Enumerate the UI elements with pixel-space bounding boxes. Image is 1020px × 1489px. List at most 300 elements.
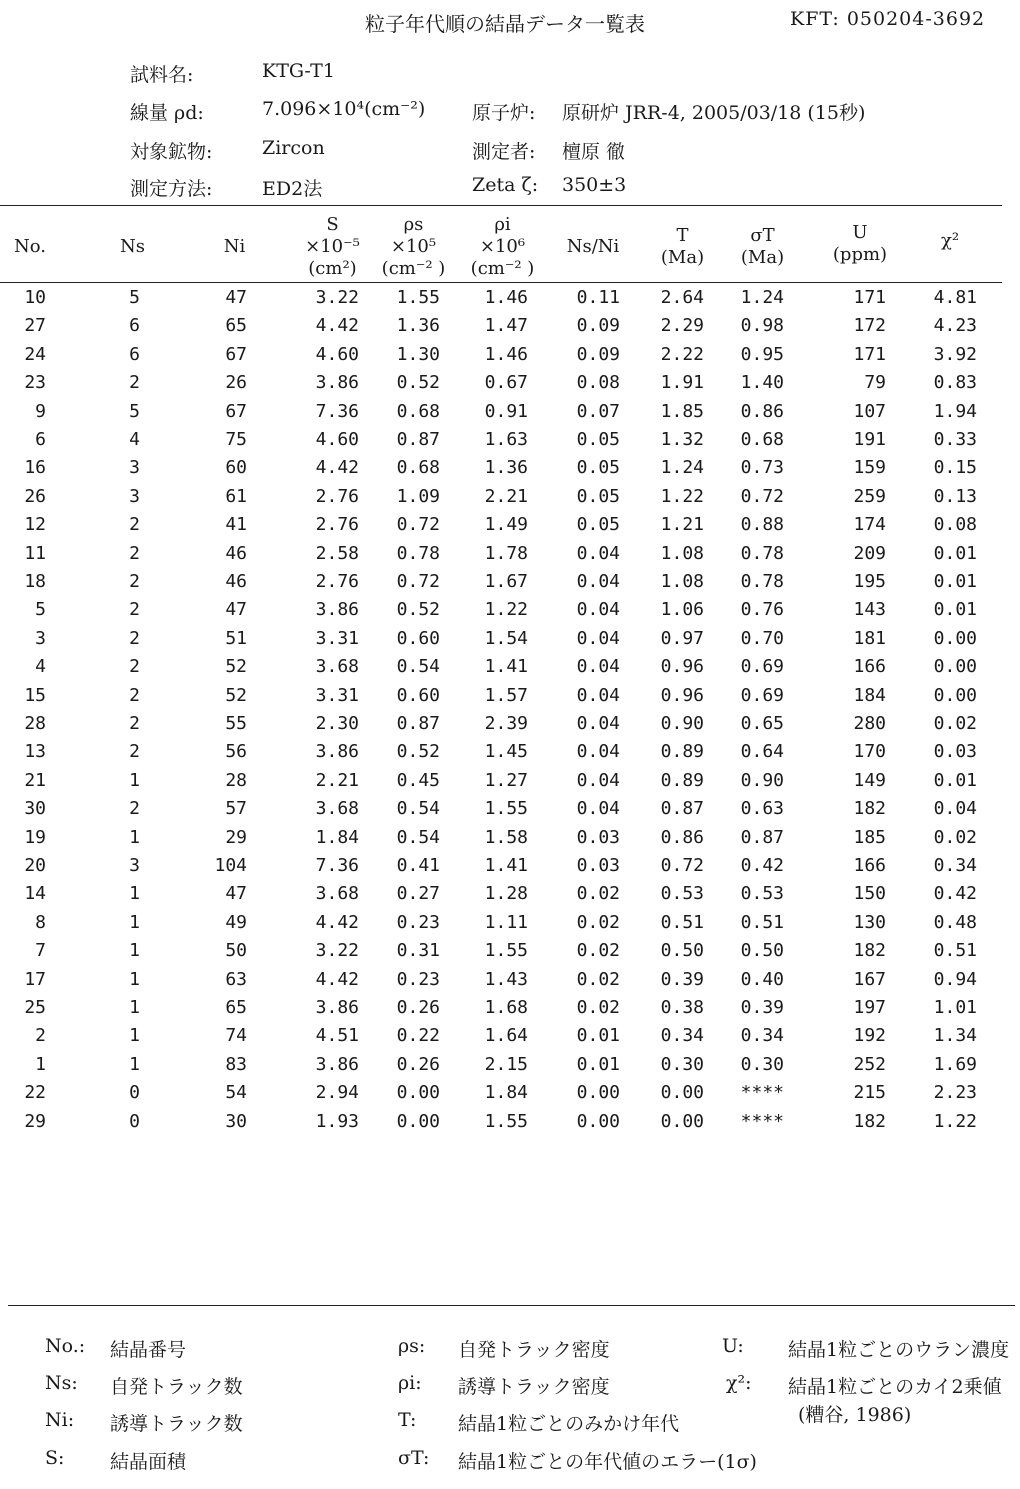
cell-ns: 5: [129, 400, 140, 422]
cell-s: 2.76: [315, 514, 359, 536]
cell-no: 13: [24, 741, 46, 763]
cell-ni: 26: [225, 372, 247, 394]
table-row: [0, 344, 1020, 372]
cell-t: 2.64: [660, 287, 704, 308]
cell-chi2: 0.34: [933, 855, 977, 876]
cell-t: 0.53: [660, 883, 704, 905]
cell-chi2: 0.94: [933, 968, 977, 990]
cell-ns: 2: [129, 798, 140, 820]
cell-u: 192: [853, 1025, 886, 1047]
legend-u-desc: 結晶1粒ごとのウラン濃度: [788, 1339, 1010, 1361]
col-header-rho-i: [465, 214, 540, 280]
cell-rho-i: 0.91: [484, 400, 528, 422]
cell-ns-ni: 0.04: [576, 713, 620, 734]
cell-chi2: 0.51: [933, 940, 977, 962]
cell-t: 0.86: [660, 826, 704, 848]
col-header-s-line2: ×10⁻⁵: [305, 236, 360, 257]
cell-ns: 2: [129, 656, 140, 678]
col-header-rho-s-line3: (cm⁻² ): [381, 258, 446, 279]
cell-ns-ni: 0.04: [576, 599, 620, 621]
cell-no: 19: [24, 826, 46, 848]
legend-u-key: U:: [722, 1335, 744, 1357]
cell-u: 170: [853, 741, 886, 763]
cell-no: 10: [24, 287, 46, 308]
cell-rho-i: 1.55: [484, 940, 528, 962]
cell-ns-ni: 0.04: [576, 571, 620, 592]
cell-ni: 47: [225, 599, 247, 621]
legend-sigma-t-key: σT:: [398, 1447, 430, 1469]
cell-sigma-t: 0.78: [740, 571, 784, 592]
cell-ns-ni: 0.04: [576, 798, 620, 820]
cell-ni: 47: [225, 287, 247, 308]
cell-rho-s: 0.22: [396, 1025, 440, 1047]
legend-ni-key: Ni:: [45, 1409, 75, 1431]
legend-rho-i-key: ρi:: [398, 1372, 422, 1394]
cell-ni: 54: [225, 1082, 247, 1104]
legend-chi2-desc: 結晶1粒ごとのカイ2乗値: [788, 1376, 1002, 1398]
table-row: [0, 883, 1020, 911]
cell-no: 24: [24, 343, 46, 365]
table-row: [0, 912, 1020, 940]
legend-rho-s-key: ρs:: [398, 1335, 426, 1357]
cell-s: 3.86: [315, 372, 359, 394]
table-row: [0, 486, 1020, 514]
table-row: [0, 1111, 1020, 1139]
cell-t: 0.30: [660, 1053, 704, 1075]
cell-no: 1: [35, 1053, 46, 1075]
cell-rho-s: 0.41: [396, 855, 440, 876]
cell-s: 3.86: [315, 997, 359, 1018]
cell-u: 182: [853, 1110, 886, 1132]
cell-t: 1.08: [660, 571, 704, 592]
col-header-sigma-t-line2: (Ma): [740, 247, 785, 268]
cell-ns: 0: [129, 1082, 140, 1104]
cell-ns: 2: [129, 514, 140, 536]
cell-u: 195: [853, 571, 886, 592]
cell-sigma-t: 0.34: [740, 1025, 784, 1047]
cell-chi2: 0.42: [933, 883, 977, 905]
cell-ns-ni: 0.11: [576, 287, 620, 308]
cell-ns: 2: [129, 571, 140, 592]
operator-label: 測定者:: [472, 141, 536, 163]
cell-sigma-t: 0.39: [740, 997, 784, 1018]
cell-s: 1.93: [315, 1110, 359, 1132]
cell-sigma-t: 0.69: [740, 656, 784, 678]
cell-no: 22: [24, 1082, 46, 1104]
cell-ns-ni: 0.02: [576, 968, 620, 990]
cell-no: 8: [35, 911, 46, 933]
cell-ns-ni: 0.07: [576, 400, 620, 422]
cell-ns: 1: [129, 997, 140, 1018]
cell-sigma-t: ****: [740, 1110, 784, 1132]
cell-chi2: 0.02: [933, 826, 977, 848]
cell-t: 1.21: [660, 514, 704, 536]
cell-sigma-t: 0.69: [740, 684, 784, 706]
cell-rho-i: 1.46: [484, 343, 528, 365]
cell-s: 4.42: [315, 911, 359, 933]
cell-ni: 52: [225, 656, 247, 678]
cell-s: 4.42: [315, 315, 359, 337]
cell-ns-ni: 0.04: [576, 627, 620, 649]
cell-ns-ni: 0.09: [576, 315, 620, 337]
cell-u: 143: [853, 599, 886, 621]
cell-sigma-t: 0.73: [740, 457, 784, 479]
cell-no: 23: [24, 372, 46, 394]
cell-t: 1.06: [660, 599, 704, 621]
legend-chi2-reference: (糟谷, 1986): [798, 1404, 912, 1426]
cell-chi2: 0.83: [933, 372, 977, 394]
col-header-rho-i-line3: (cm⁻² ): [470, 258, 535, 279]
cell-u: 171: [853, 287, 886, 308]
cell-ns-ni: 0.03: [576, 826, 620, 848]
cell-chi2: 0.02: [933, 713, 977, 734]
cell-t: 0.90: [660, 713, 704, 734]
cell-ns-ni: 0.00: [576, 1082, 620, 1104]
cell-t: 0.51: [660, 911, 704, 933]
cell-chi2: 0.08: [933, 514, 977, 536]
cell-ni: 28: [225, 769, 247, 791]
cell-sigma-t: 0.70: [740, 627, 784, 649]
cell-s: 2.21: [315, 769, 359, 791]
cell-chi2: 0.13: [933, 485, 977, 507]
cell-ni: 51: [225, 627, 247, 649]
table-row: [0, 628, 1020, 656]
mineral-label: 対象鉱物:: [130, 141, 213, 163]
cell-sigma-t: 0.50: [740, 940, 784, 962]
cell-ns-ni: 0.04: [576, 656, 620, 678]
cell-t: 0.39: [660, 968, 704, 990]
cell-s: 3.31: [315, 627, 359, 649]
cell-rho-s: 0.45: [396, 769, 440, 791]
col-header-ns-ni: Ns/Ni: [566, 236, 620, 257]
table-row: [0, 457, 1020, 485]
cell-sigma-t: 0.90: [740, 769, 784, 791]
cell-ni: 57: [225, 798, 247, 820]
cell-chi2: 1.69: [933, 1053, 977, 1075]
legend-no-key: No.:: [45, 1335, 86, 1357]
cell-ns-ni: 0.04: [576, 684, 620, 706]
cell-rho-i: 1.54: [484, 627, 528, 649]
cell-ns: 1: [129, 1025, 140, 1047]
table-row: [0, 1082, 1020, 1110]
cell-ns-ni: 0.04: [576, 769, 620, 791]
cell-ni: 46: [225, 542, 247, 564]
cell-u: 184: [853, 684, 886, 706]
cell-sigma-t: 0.72: [740, 485, 784, 507]
cell-rho-i: 1.68: [484, 997, 528, 1018]
col-header-rho-i-line1: ρi: [494, 214, 511, 235]
cell-rho-i: 1.64: [484, 1025, 528, 1047]
cell-rho-i: 1.58: [484, 826, 528, 848]
legend-ns-desc: 自発トラック数: [110, 1376, 243, 1398]
cell-chi2: 0.01: [933, 599, 977, 621]
cell-chi2: 0.00: [933, 684, 977, 706]
cell-ni: 46: [225, 571, 247, 592]
table-row: [0, 514, 1020, 542]
cell-ni: 75: [225, 429, 247, 450]
cell-ns-ni: 0.00: [576, 1110, 620, 1132]
cell-ns: 6: [129, 343, 140, 365]
cell-s: 3.68: [315, 883, 359, 905]
mineral-value: Zircon: [262, 137, 325, 159]
legend-chi2-key: χ²:: [726, 1372, 752, 1394]
cell-rho-s: 0.31: [396, 940, 440, 962]
cell-t: 0.50: [660, 940, 704, 962]
cell-ns: 2: [129, 542, 140, 564]
cell-s: 3.68: [315, 656, 359, 678]
cell-ni: 104: [214, 855, 247, 876]
col-header-s-line3: (cm²): [308, 258, 357, 279]
cell-sigma-t: 0.98: [740, 315, 784, 337]
col-header-sigma-t-line1: σT: [750, 225, 775, 246]
cell-chi2: 0.00: [933, 656, 977, 678]
col-header-ns: Ns: [120, 236, 145, 257]
cell-u: 79: [864, 372, 886, 394]
cell-rho-s: 0.78: [396, 542, 440, 564]
cell-rho-s: 0.23: [396, 911, 440, 933]
cell-ns: 2: [129, 741, 140, 763]
cell-rho-i: 1.55: [484, 798, 528, 820]
cell-ns-ni: 0.01: [576, 1025, 620, 1047]
col-header-u: [825, 222, 895, 266]
cell-no: 5: [35, 599, 46, 621]
cell-s: 3.86: [315, 741, 359, 763]
cell-rho-s: 1.30: [396, 343, 440, 365]
cell-ns: 1: [129, 940, 140, 962]
table-row: [0, 940, 1020, 968]
table-row: [0, 685, 1020, 713]
cell-rho-i: 2.21: [484, 485, 528, 507]
cell-rho-s: 0.72: [396, 514, 440, 536]
cell-t: 0.96: [660, 656, 704, 678]
cell-rho-s: 0.52: [396, 599, 440, 621]
cell-rho-s: 0.72: [396, 571, 440, 592]
cell-ns: 3: [129, 855, 140, 876]
cell-t: 1.22: [660, 485, 704, 507]
legend-ni-desc: 誘導トラック数: [110, 1413, 243, 1435]
cell-rho-s: 0.23: [396, 968, 440, 990]
cell-sigma-t: 0.78: [740, 542, 784, 564]
cell-t: 0.72: [660, 855, 704, 876]
col-header-no: No.: [14, 236, 46, 257]
dose-label: 線量 ρd:: [130, 102, 204, 124]
table-row: [0, 287, 1020, 315]
cell-sigma-t: ****: [740, 1082, 784, 1104]
cell-t: 2.29: [660, 315, 704, 337]
cell-rho-s: 0.60: [396, 684, 440, 706]
cell-sigma-t: 0.87: [740, 826, 784, 848]
table-row: [0, 571, 1020, 599]
cell-ns-ni: 0.03: [576, 855, 620, 876]
cell-chi2: 1.22: [933, 1110, 977, 1132]
page-title: 粒子年代順の結晶データ一覧表: [365, 12, 645, 36]
cell-ns: 0: [129, 1110, 140, 1132]
col-header-ni: Ni: [223, 236, 246, 257]
cell-ni: 55: [225, 713, 247, 734]
dose-value: 7.096×10⁴(cm⁻²): [262, 98, 426, 120]
reactor-label: 原子炉:: [472, 102, 536, 124]
cell-u: 181: [853, 627, 886, 649]
cell-rho-s: 0.52: [396, 372, 440, 394]
cell-ns-ni: 0.05: [576, 514, 620, 536]
legend-sigma-t-desc: 結晶1粒ごとの年代値のエラー(1σ): [458, 1451, 757, 1473]
cell-ni: 30: [225, 1110, 247, 1132]
table-top-rule: [0, 205, 1002, 206]
cell-s: 3.22: [315, 287, 359, 308]
cell-ns: 1: [129, 769, 140, 791]
cell-t: 2.22: [660, 343, 704, 365]
cell-no: 21: [24, 769, 46, 791]
cell-no: 14: [24, 883, 46, 905]
cell-ns-ni: 0.05: [576, 485, 620, 507]
cell-u: 182: [853, 798, 886, 820]
cell-chi2: 0.01: [933, 769, 977, 791]
cell-sigma-t: 0.65: [740, 713, 784, 734]
table-row: [0, 855, 1020, 883]
cell-sigma-t: 0.86: [740, 400, 784, 422]
table-row: [0, 1054, 1020, 1082]
table-row: [0, 713, 1020, 741]
cell-sigma-t: 1.24: [740, 287, 784, 308]
cell-u: 166: [853, 855, 886, 876]
cell-u: 280: [853, 713, 886, 734]
cell-chi2: 0.03: [933, 741, 977, 763]
col-header-t-line1: T: [676, 225, 689, 246]
cell-rho-i: 1.63: [484, 429, 528, 450]
table-row: [0, 656, 1020, 684]
table-row: [0, 543, 1020, 571]
cell-ns-ni: 0.05: [576, 429, 620, 450]
cell-sigma-t: 0.40: [740, 968, 784, 990]
cell-chi2: 2.23: [933, 1082, 977, 1104]
col-header-s: [295, 214, 370, 280]
cell-rho-i: 1.22: [484, 599, 528, 621]
cell-u: 185: [853, 826, 886, 848]
cell-sigma-t: 0.51: [740, 911, 784, 933]
cell-u: 130: [853, 911, 886, 933]
cell-no: 30: [24, 798, 46, 820]
cell-u: 167: [853, 968, 886, 990]
cell-no: 9: [35, 400, 46, 422]
cell-rho-s: 0.54: [396, 656, 440, 678]
cell-s: 4.60: [315, 429, 359, 450]
legend-top-rule: [8, 1305, 1015, 1306]
table-row: [0, 315, 1020, 343]
cell-t: 0.96: [660, 684, 704, 706]
cell-rho-s: 0.00: [396, 1082, 440, 1104]
cell-ni: 56: [225, 741, 247, 763]
cell-u: 182: [853, 940, 886, 962]
table-row: [0, 1025, 1020, 1053]
cell-ns: 1: [129, 968, 140, 990]
col-header-u-line2: (ppm): [832, 244, 888, 265]
cell-t: 1.24: [660, 457, 704, 479]
cell-rho-i: 2.15: [484, 1053, 528, 1075]
cell-rho-i: 1.46: [484, 287, 528, 308]
cell-ni: 29: [225, 826, 247, 848]
cell-ni: 67: [225, 343, 247, 365]
cell-chi2: 3.92: [933, 343, 977, 365]
cell-ns-ni: 0.02: [576, 997, 620, 1018]
header-bottom-rule: [0, 282, 1002, 283]
cell-rho-i: 1.41: [484, 855, 528, 876]
cell-rho-s: 0.00: [396, 1110, 440, 1132]
cell-rho-i: 1.45: [484, 741, 528, 763]
legend-t-desc: 結晶1粒ごとのみかけ年代: [458, 1413, 680, 1435]
legend-t-key: T:: [398, 1409, 417, 1431]
cell-rho-i: 1.36: [484, 457, 528, 479]
table-row: [0, 798, 1020, 826]
cell-sigma-t: 0.30: [740, 1053, 784, 1075]
cell-ns: 6: [129, 315, 140, 337]
cell-s: 1.84: [315, 826, 359, 848]
cell-no: 27: [24, 315, 46, 337]
cell-u: 197: [853, 997, 886, 1018]
cell-ns-ni: 0.05: [576, 457, 620, 479]
operator-value: 檀原 徹: [562, 141, 626, 163]
cell-s: 7.36: [315, 400, 359, 422]
cell-rho-s: 0.68: [396, 457, 440, 479]
cell-s: 3.86: [315, 599, 359, 621]
table-row: [0, 401, 1020, 429]
cell-rho-i: 1.55: [484, 1110, 528, 1132]
legend-s-key: S:: [45, 1447, 65, 1469]
cell-ns-ni: 0.02: [576, 883, 620, 905]
cell-s: 4.51: [315, 1025, 359, 1047]
cell-rho-i: 1.41: [484, 656, 528, 678]
zeta-label: Zeta ζ:: [472, 174, 539, 196]
cell-ns: 5: [129, 287, 140, 308]
cell-t: 0.97: [660, 627, 704, 649]
cell-rho-i: 1.84: [484, 1082, 528, 1104]
cell-rho-s: 0.26: [396, 1053, 440, 1075]
table-row: [0, 770, 1020, 798]
cell-rho-s: 1.09: [396, 485, 440, 507]
cell-ns: 4: [129, 429, 140, 450]
cell-sigma-t: 0.88: [740, 514, 784, 536]
cell-u: 191: [853, 429, 886, 450]
cell-ni: 63: [225, 968, 247, 990]
cell-ni: 60: [225, 457, 247, 479]
cell-s: 2.94: [315, 1082, 359, 1104]
cell-s: 2.58: [315, 542, 359, 564]
zeta-value: 350±3: [562, 174, 627, 196]
cell-sigma-t: 0.63: [740, 798, 784, 820]
cell-no: 4: [35, 656, 46, 678]
cell-t: 0.00: [660, 1082, 704, 1104]
cell-chi2: 0.04: [933, 798, 977, 820]
cell-ns-ni: 0.04: [576, 741, 620, 763]
col-header-rho-s-line2: ×10⁵: [390, 236, 437, 257]
cell-ns: 2: [129, 713, 140, 734]
cell-ni: 67: [225, 400, 247, 422]
cell-ni: 83: [225, 1053, 247, 1075]
cell-u: 172: [853, 315, 886, 337]
cell-u: 149: [853, 769, 886, 791]
col-header-rho-s-line1: ρs: [403, 214, 424, 235]
cell-t: 1.85: [660, 400, 704, 422]
cell-no: 26: [24, 485, 46, 507]
cell-ns: 2: [129, 599, 140, 621]
cell-rho-s: 0.26: [396, 997, 440, 1018]
cell-sigma-t: 0.42: [740, 855, 784, 876]
col-header-sigma-t: [735, 225, 790, 269]
cell-ni: 65: [225, 315, 247, 337]
cell-rho-s: 0.68: [396, 400, 440, 422]
table-row: [0, 429, 1020, 457]
cell-u: 174: [853, 514, 886, 536]
cell-ns: 1: [129, 826, 140, 848]
